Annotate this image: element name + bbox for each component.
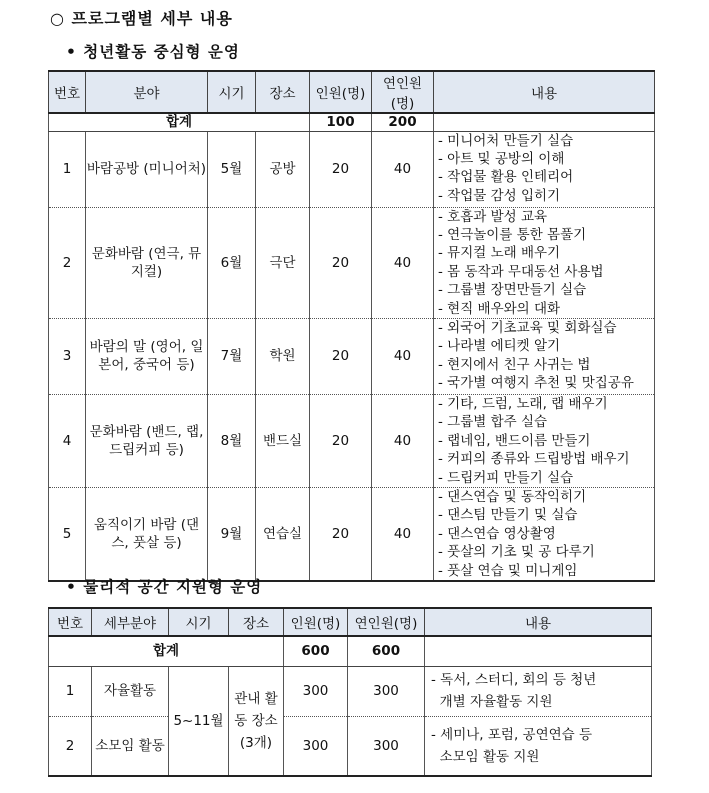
content-item: - 그룹별 장면만들기 실습 xyxy=(438,282,587,299)
space-support-table xyxy=(48,607,652,777)
row-no: 5 xyxy=(49,487,86,581)
table-row xyxy=(49,318,655,394)
content-item: - 외국어 기초교육 및 회화실습 xyxy=(438,319,617,336)
row-period: 8월 xyxy=(208,394,256,487)
content-item: - 현직 배우와의 대화 xyxy=(438,300,561,317)
row-field: 움직이기 바람 (댄스, 풋살 등) xyxy=(86,487,208,581)
row-no: 2 xyxy=(49,716,92,776)
row-content xyxy=(425,716,652,776)
content-item: - 연극놀이를 통한 몸풀기 xyxy=(438,226,587,243)
row-no: 1 xyxy=(49,131,86,207)
row-period: 9월 xyxy=(208,487,256,581)
row-cumulative: 300 xyxy=(348,716,425,776)
col-header-place: 장소 xyxy=(229,608,284,636)
row-content xyxy=(434,207,655,318)
content-item: - 미니어처 만들기 실습 xyxy=(438,132,574,149)
row-no: 1 xyxy=(49,666,92,716)
col-header-people: 인원(명) xyxy=(284,608,348,636)
content-item: 개별 자율활동 지원 xyxy=(431,694,553,710)
row-people: 20 xyxy=(310,394,372,487)
col-header-cumulative: 연인원(명) xyxy=(348,608,425,636)
table-row xyxy=(49,666,652,716)
total-cumulative: 600 xyxy=(348,636,425,666)
row-place: 연습실 xyxy=(256,487,310,581)
total-cumulative: 200 xyxy=(372,113,434,131)
col-header-field: 분야 xyxy=(86,71,208,113)
content-item: - 나라별 에티켓 알기 xyxy=(438,338,561,355)
row-no: 2 xyxy=(49,207,86,318)
content-item: - 작업물 활용 인테리어 xyxy=(438,169,574,186)
total-people: 600 xyxy=(284,636,348,666)
total-label: 합계 xyxy=(49,113,310,131)
row-field: 소모임 활동 xyxy=(92,716,169,776)
content-item: - 현지에서 친구 사귀는 법 xyxy=(438,356,591,373)
col-header-period: 시기 xyxy=(208,71,256,113)
row-cumulative: 300 xyxy=(348,666,425,716)
table-header-row xyxy=(49,608,652,636)
content-item: - 풋살의 기초 및 공 다루기 xyxy=(438,544,595,561)
row-place: 학원 xyxy=(256,318,310,394)
total-people: 100 xyxy=(310,113,372,131)
content-item: - 커피의 종류와 드립방법 배우기 xyxy=(438,451,630,468)
shared-place: 관내 활동 장소 (3개) xyxy=(229,666,284,776)
row-cumulative: 40 xyxy=(372,207,434,318)
content-item: - 호흡과 발성 교육 xyxy=(438,208,548,225)
content-item: - 독서, 스터디, 회의 등 청년 xyxy=(431,672,597,688)
row-field: 문화바람 (연극, 뮤지컬) xyxy=(86,207,208,318)
content-item: - 기타, 드럼, 노래, 랩 배우기 xyxy=(438,395,608,412)
content-item: - 세미나, 포럼, 공연연습 등 xyxy=(431,726,593,743)
row-period: 7월 xyxy=(208,318,256,394)
row-period: 6월 xyxy=(208,207,256,318)
row-place: 극단 xyxy=(256,207,310,318)
col-header-period: 시기 xyxy=(169,608,229,636)
row-field: 문화바람 (밴드, 랩, 드립커피 등) xyxy=(86,394,208,487)
content-item: - 댄스연습 및 동작익히기 xyxy=(438,488,587,505)
row-content xyxy=(434,394,655,487)
col-header-field: 세부분야 xyxy=(92,608,169,636)
row-no: 4 xyxy=(49,394,86,487)
row-no: 3 xyxy=(49,318,86,394)
row-cumulative: 40 xyxy=(372,318,434,394)
content-item: 소모임 활동 지원 xyxy=(431,748,540,765)
total-row xyxy=(49,636,652,666)
content-item: - 몸 동작과 무대동선 사용법 xyxy=(438,263,604,280)
content-item: - 랩네임, 밴드이름 만들기 xyxy=(438,432,591,449)
row-cumulative: 40 xyxy=(372,394,434,487)
table-row xyxy=(49,131,655,207)
row-people: 20 xyxy=(310,487,372,581)
row-field: 바람의 말 (영어, 일본어, 중국어 등) xyxy=(86,318,208,394)
col-header-no: 번호 xyxy=(49,608,92,636)
content-item: - 뮤지컬 노래 배우기 xyxy=(438,245,561,262)
content-item: - 드립커피 만들기 실습 xyxy=(438,469,574,486)
table-row xyxy=(49,487,655,581)
col-header-cumulative: 연인원(명) xyxy=(372,71,434,113)
shared-period: 5~11월 xyxy=(169,666,229,776)
content-item: - 댄스팀 만들기 및 실습 xyxy=(438,507,578,524)
row-content xyxy=(434,318,655,394)
youth-activity-table xyxy=(48,70,655,582)
page-heading: ○ 프로그램별 세부 내용 xyxy=(50,9,233,28)
row-field: 자율활동 xyxy=(92,666,169,716)
table-row xyxy=(49,394,655,487)
col-header-content: 내용 xyxy=(425,608,652,636)
section1-title: • 청년활동 중심형 운영 xyxy=(66,43,240,61)
row-people: 300 xyxy=(284,666,348,716)
table-row xyxy=(49,207,655,318)
row-people: 300 xyxy=(284,716,348,776)
row-place: 공방 xyxy=(256,131,310,207)
row-period: 5월 xyxy=(208,131,256,207)
total-label: 합계 xyxy=(49,636,284,666)
content-item: - 풋살 연습 및 미니게임 xyxy=(438,562,578,579)
content-item: - 국가별 여행지 추천 및 맛집공유 xyxy=(438,375,634,392)
row-people: 20 xyxy=(310,207,372,318)
row-place: 밴드실 xyxy=(256,394,310,487)
content-item: - 그룹별 합주 실습 xyxy=(438,414,548,431)
row-cumulative: 40 xyxy=(372,487,434,581)
content-item: - 아트 및 공방의 이해 xyxy=(438,150,565,167)
table-row xyxy=(49,716,652,776)
row-people: 20 xyxy=(310,318,372,394)
table-header-row xyxy=(49,71,655,113)
content-item: - 댄스연습 영상촬영 xyxy=(438,525,556,542)
col-header-no: 번호 xyxy=(49,71,86,113)
col-header-people: 인원(명) xyxy=(310,71,372,113)
section2-title: • 물리적 공간 지원형 운영 xyxy=(66,578,263,596)
row-cumulative: 40 xyxy=(372,131,434,207)
row-content xyxy=(425,666,652,716)
col-header-place: 장소 xyxy=(256,71,310,113)
row-field: 바람공방 (미니어처) xyxy=(86,131,208,207)
total-row xyxy=(49,113,655,131)
row-content xyxy=(434,487,655,581)
row-people: 20 xyxy=(310,131,372,207)
row-content xyxy=(434,131,655,207)
content-item: - 작업물 감성 입히기 xyxy=(438,187,561,204)
col-header-content: 내용 xyxy=(434,71,655,113)
